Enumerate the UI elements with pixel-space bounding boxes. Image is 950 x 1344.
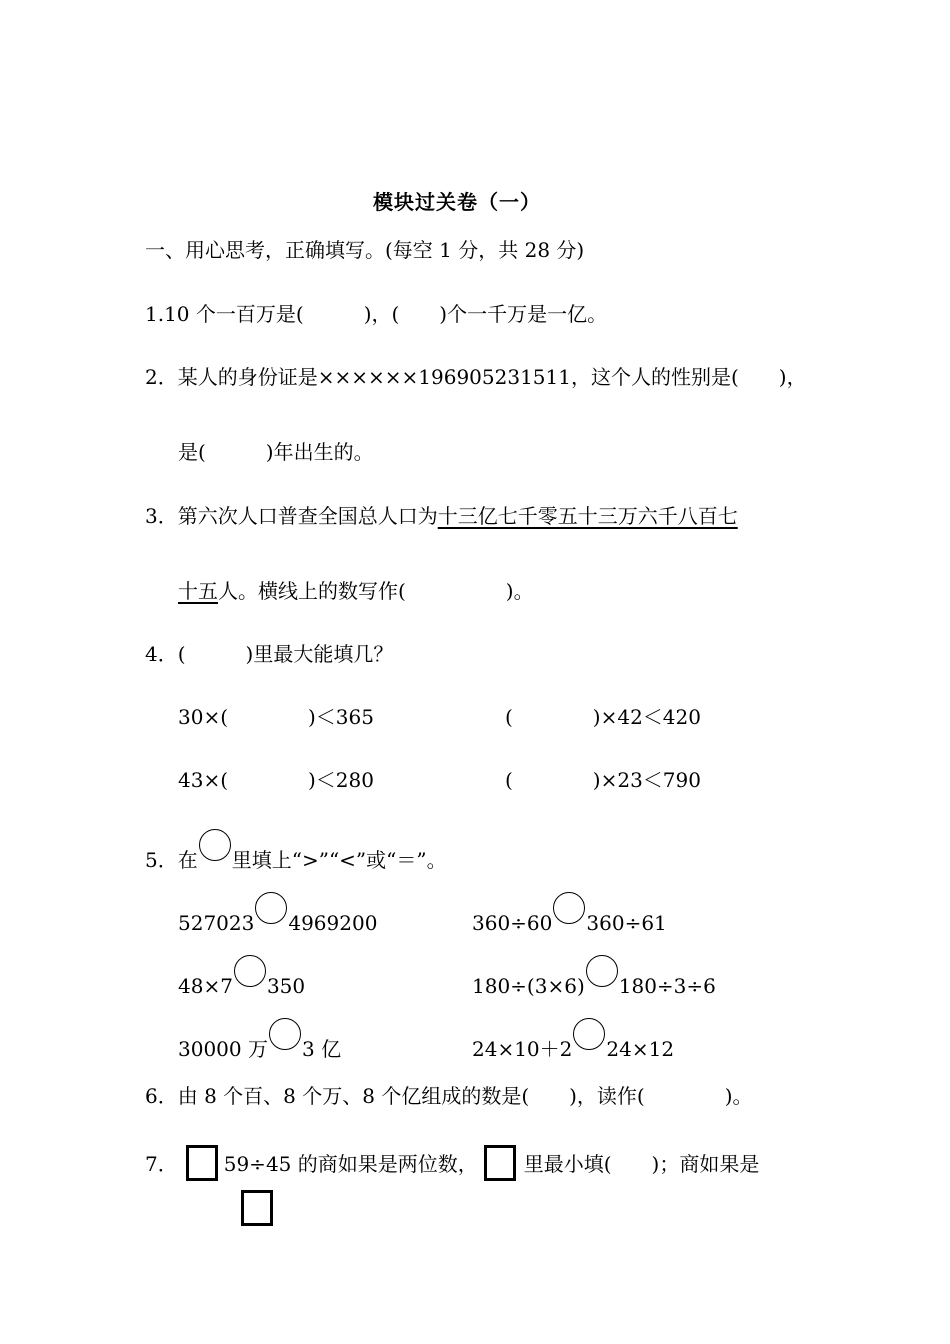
circle-blank-icon — [199, 829, 231, 861]
question-3-prefix: 3．第六次人口普查全国总人口为 — [145, 504, 438, 528]
question-3-line-1 — [145, 502, 738, 530]
question-3-underlined-number: 十三亿七千零五十三万六千八百七 — [437, 504, 738, 528]
question-7-line-1 — [145, 1145, 759, 1181]
question-7-part-1: 59÷45 的商如果是两位数， — [223, 1152, 478, 1176]
comparison-circle[interactable] — [234, 955, 266, 987]
question-3-underlined-number-end: 十五 — [178, 579, 218, 603]
question-5-suffix: 里填上“>”“<”或“＝”。 — [231, 848, 447, 872]
question-3-suffix: 人。横线上的数写作( )。 — [218, 579, 534, 603]
comparison-right: 24×12 — [606, 1037, 675, 1061]
question-7-number: 7． — [145, 1152, 178, 1176]
comparison-circle[interactable] — [269, 1018, 301, 1050]
comparison-item — [472, 1018, 674, 1063]
comparison-right: 350 — [266, 974, 306, 998]
question-2-line-2: 是( )年出生的。 — [178, 440, 374, 464]
comparison-item — [178, 955, 305, 1000]
comparison-left: 24×10＋2 — [472, 1037, 573, 1061]
comparison-left: 360÷60 — [472, 911, 553, 935]
comparison-left: 30000 万 — [178, 1037, 268, 1061]
comparison-circle[interactable] — [255, 892, 287, 924]
question-7-part-2: 里最小填( )；商如果是 — [523, 1152, 760, 1176]
question-3-line-2 — [178, 577, 534, 605]
comparison-left: 48×7 — [178, 974, 233, 998]
comparison-item — [178, 1018, 341, 1063]
digit-box[interactable] — [484, 1145, 516, 1181]
section-heading: 一、用心思考，正确填写。(每空 1 分，共 28 分) — [145, 238, 585, 262]
comparison-item — [472, 892, 667, 937]
question-4-item: 43×( )＜280 — [178, 768, 374, 792]
question-7-line-2 — [241, 1190, 273, 1226]
question-5-prefix: 5．在 — [145, 848, 198, 872]
question-4-item: 30×( )＜365 — [178, 705, 374, 729]
comparison-right: 4969200 — [288, 911, 378, 935]
question-1: 1.10 个一百万是( )，( )个一千万是一亿。 — [145, 302, 608, 326]
comparison-left: 180÷(3×6) — [472, 974, 585, 998]
digit-box[interactable] — [186, 1145, 218, 1181]
comparison-circle[interactable] — [553, 892, 585, 924]
comparison-circle[interactable] — [573, 1018, 605, 1050]
question-5-prompt — [145, 829, 447, 874]
page-title: 模块过关卷（一） — [373, 190, 541, 214]
comparison-item — [178, 892, 377, 937]
comparison-right: 180÷3÷6 — [618, 974, 716, 998]
question-4-item: ( )×23＜790 — [505, 768, 701, 792]
comparison-left: 527023 — [178, 911, 255, 935]
comparison-circle[interactable] — [586, 955, 618, 987]
question-6: 6．由 8 个百、8 个万、8 个亿组成的数是( )，读作( )。 — [145, 1084, 753, 1108]
question-4-prompt: 4．( )里最大能填几？ — [145, 642, 394, 666]
question-2-line-1: 2．某人的身份证是××××××196905231511，这个人的性别是( )， — [145, 365, 807, 389]
comparison-right: 3 亿 — [301, 1037, 342, 1061]
digit-box[interactable] — [241, 1190, 273, 1226]
question-4-item: ( )×42＜420 — [505, 705, 701, 729]
comparison-item — [472, 955, 716, 1000]
comparison-right: 360÷61 — [586, 911, 667, 935]
